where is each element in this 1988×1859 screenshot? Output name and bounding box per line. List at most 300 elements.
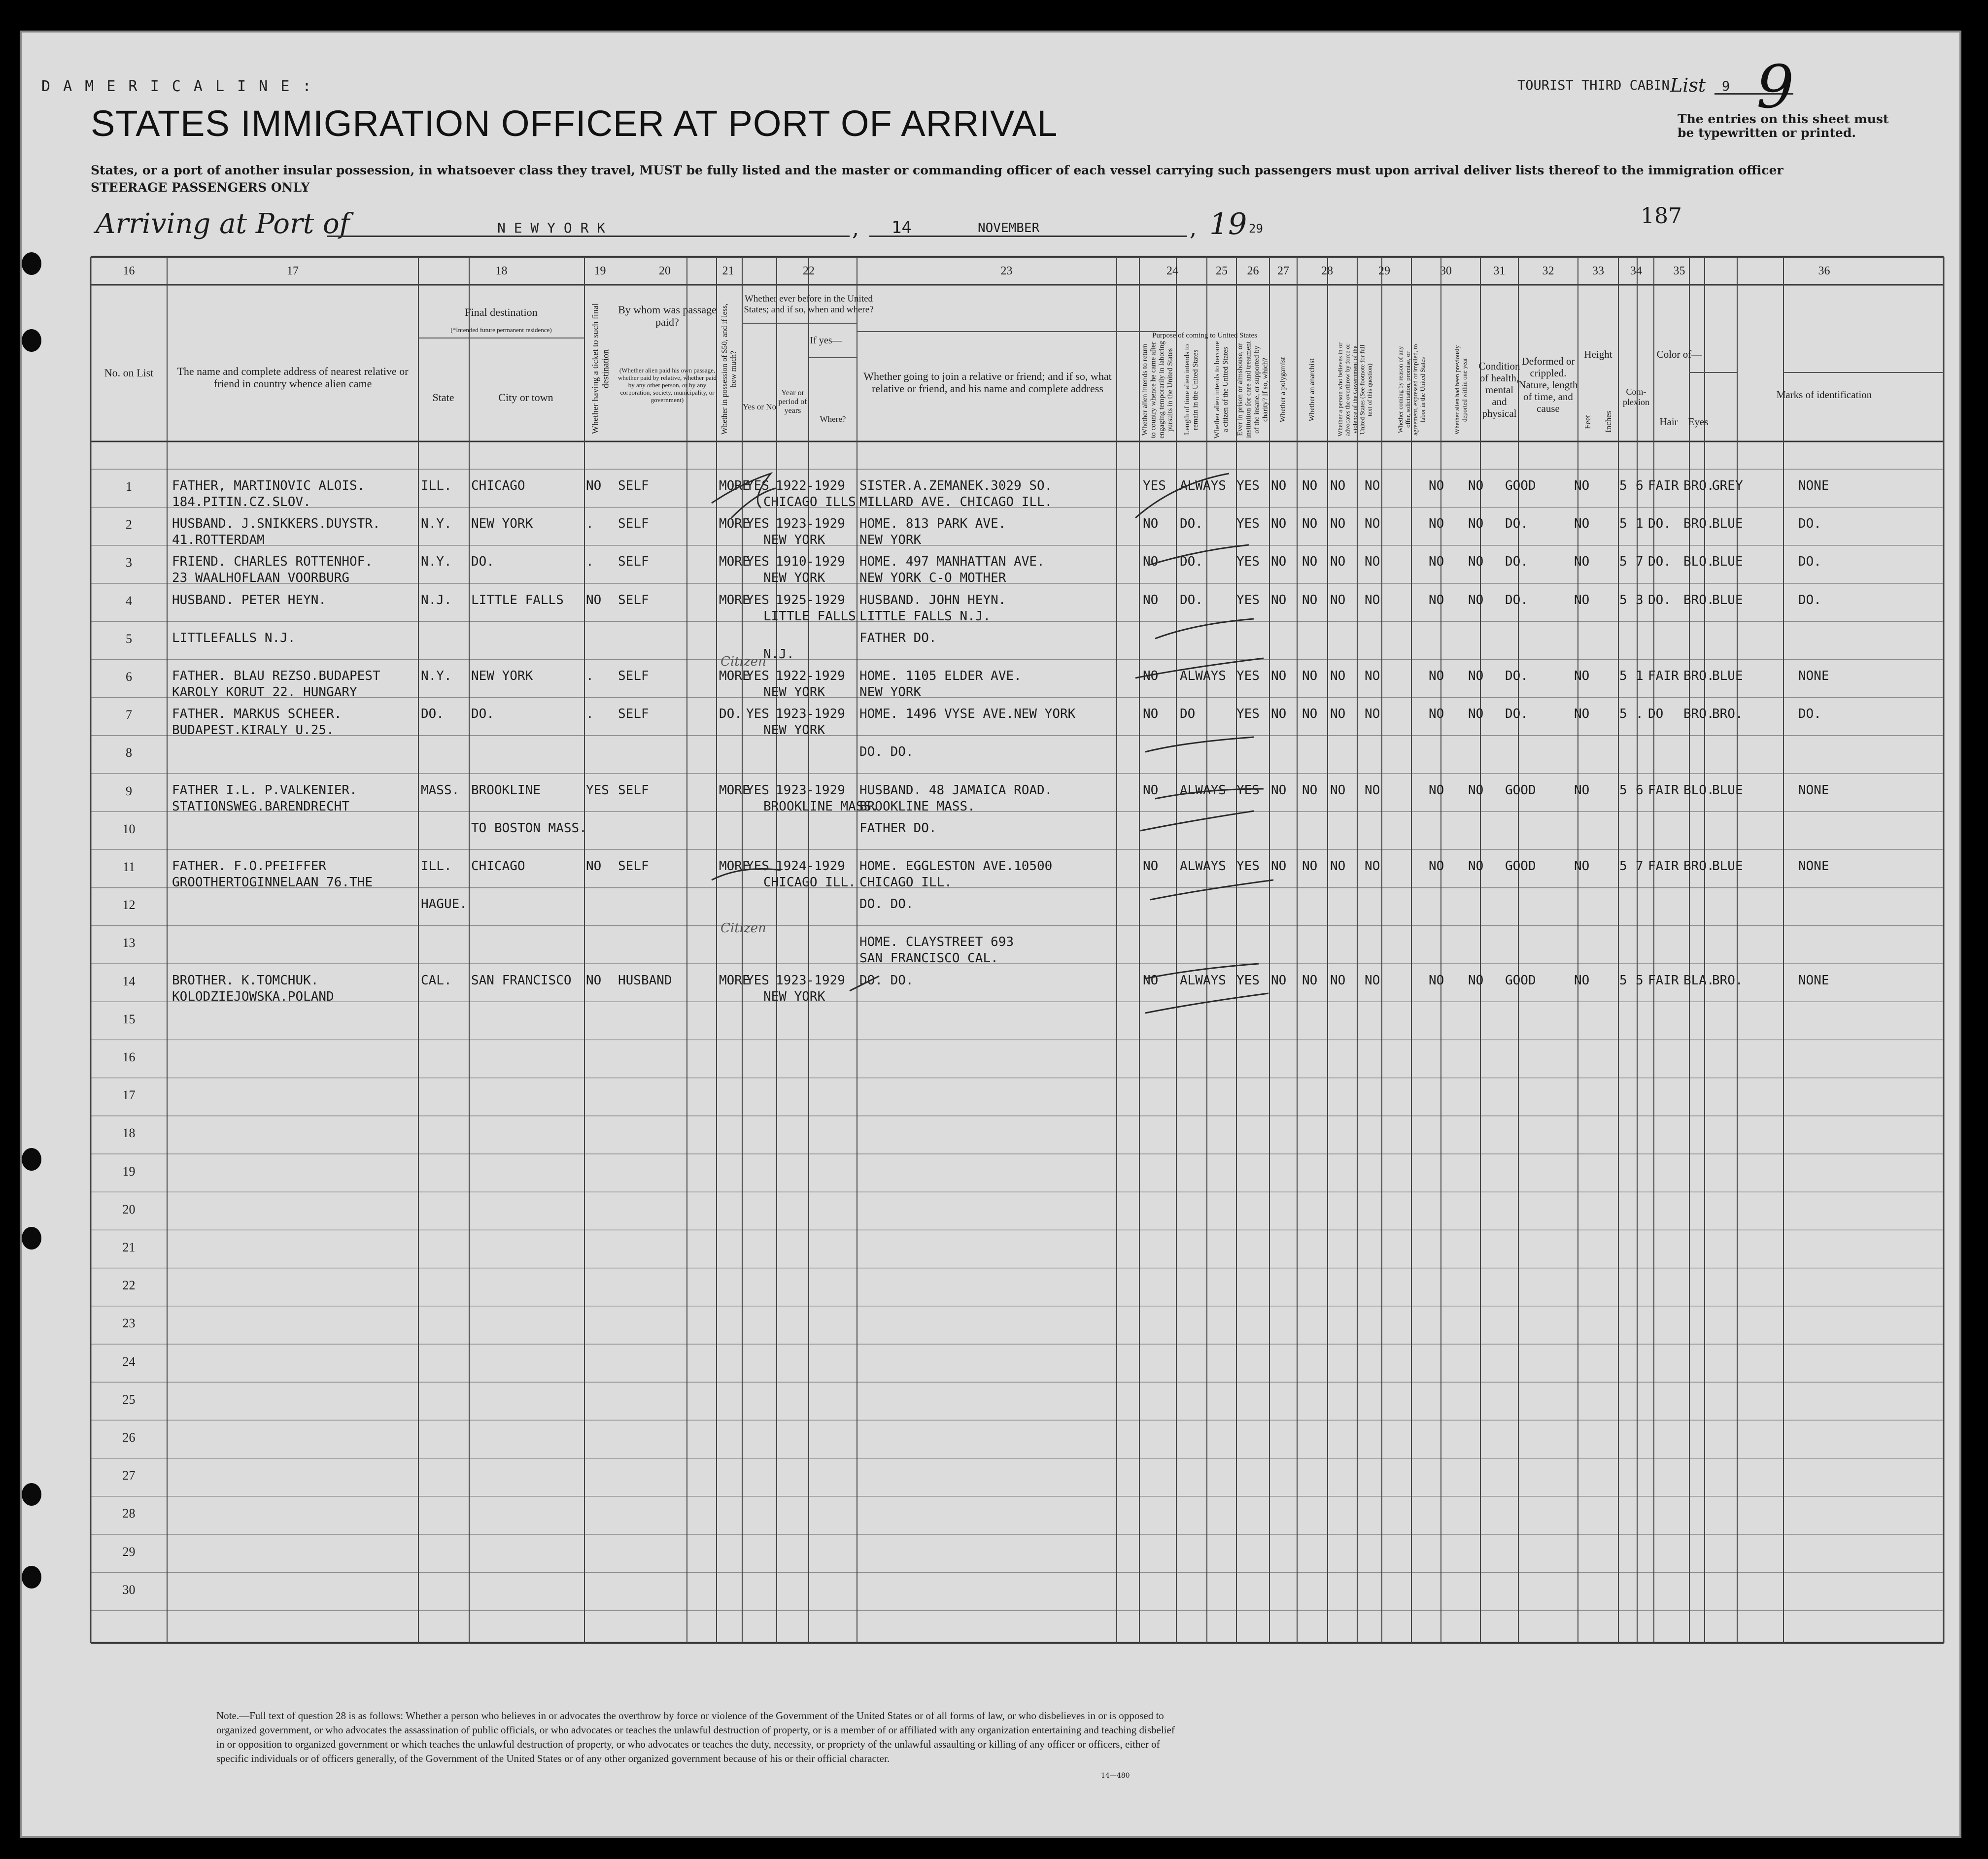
cell-length: ALWAYS [1180, 859, 1226, 874]
cell-before: YES [746, 782, 769, 798]
cell-health: DO. [1505, 592, 1528, 608]
column-number: 36 [1818, 264, 1830, 277]
cell-passage: HUSBAND [618, 973, 672, 988]
header-question: Whether coming by reason of any offer, solicitation, promise, or agreement, expressed or implied, to labor in the United States [1397, 344, 1426, 436]
cell-inches: 7 [1636, 859, 1644, 874]
cell-years: 1922-1929 [776, 478, 845, 493]
header-ticket: Whether having a ticket to such final destination [590, 303, 611, 435]
cell-q28: NO [1365, 554, 1380, 570]
header-hair: Hair [1659, 416, 1678, 428]
form-number: 14—480 [1101, 1772, 1130, 1780]
cell-passage: SELF [618, 478, 649, 493]
column-number: 29 [1378, 264, 1390, 277]
cell-where: BROOKLINE MASS. [763, 799, 879, 814]
cell-join2: CHICAGO ILL. [859, 875, 952, 890]
cabin-class: TOURIST THIRD CABIN [1517, 78, 1670, 93]
cell-feet: 5 [1619, 592, 1627, 608]
cell-years: 1923-1929 [776, 516, 845, 532]
header-question: Whether an anarchist [1308, 358, 1316, 421]
header-city: City or town [498, 391, 553, 404]
cell-citizen: YES [1236, 669, 1260, 683]
cell-complexion: FAIR [1648, 859, 1679, 874]
cell-marks: DO. [1798, 592, 1821, 608]
cell-passage: SELF [618, 782, 649, 798]
cell-q30: NO [1468, 554, 1484, 570]
header-complexion: Com-plexion [1623, 387, 1649, 407]
row-number: 14 [122, 974, 136, 988]
cell-q29: NO [1429, 707, 1444, 722]
cell-join: HUSBAND. 48 JAMAICA ROAD. [859, 782, 1053, 798]
column-number: 19 [594, 264, 606, 277]
cell-inches: . [1636, 707, 1644, 722]
header-question: Ever in prison or almshouse, or institution for care and treatment of the insane, or supported by charity? If so, which? [1236, 341, 1269, 439]
cell-state: CAL. [421, 973, 452, 988]
cell-feet: 5 [1619, 669, 1627, 683]
cell-city: DO. [471, 554, 494, 570]
cell-money: MORE [719, 782, 750, 798]
header-question: Whether a polygamist [1279, 357, 1287, 423]
cell-money: MORE [719, 478, 750, 493]
cell-prison: NO [1271, 973, 1287, 988]
cell-city: BROOKLINE [471, 782, 541, 798]
column-number: 26 [1247, 264, 1259, 277]
cell-anarch: NO [1330, 669, 1346, 683]
cell-before: YES [746, 516, 769, 532]
cell-before: YES [746, 478, 769, 493]
cell-join: HOME. 1496 VYSE AVE.NEW YORK [859, 707, 1076, 722]
cell-years: 1925-1929 [776, 592, 845, 608]
cell-polyg: NO [1302, 554, 1318, 570]
cell-passage: SELF [618, 516, 649, 532]
cell-city: CHICAGO [471, 859, 525, 874]
cell-join: SISTER.A.ZEMANEK.3029 SO. [859, 478, 1053, 493]
header-state: State [432, 391, 454, 404]
binder-hole [22, 1483, 41, 1506]
sheet-number: 187 [1641, 203, 1682, 229]
cell-prison: NO [1271, 516, 1287, 532]
cell-rel2: 41.ROTTERDAM [172, 533, 265, 548]
column-number: 34 [1630, 264, 1642, 277]
cell-polyg: NO [1302, 592, 1318, 608]
header-eyes: Eyes [1688, 416, 1709, 428]
citizen-annotation: Citizen [720, 921, 766, 936]
cell-join: HOME. 1105 ELDER AVE. [859, 669, 1022, 683]
cell-where: N.J. [763, 646, 794, 662]
cell-rel: FATHER. F.O.PFEIFFER [172, 859, 327, 874]
cell-passage: SELF [618, 592, 649, 608]
cell-rel2: 184.PITIN.CZ.SLOV. [172, 495, 311, 509]
column-number: 28 [1321, 264, 1333, 277]
cell-money: DO. [719, 707, 742, 722]
cell-length: DO. [1180, 592, 1203, 608]
cell-eyes: BRO. [1712, 973, 1743, 988]
cell-eyes: BRO. [1712, 707, 1743, 722]
cell-return: NO [1143, 669, 1159, 683]
cell-prison: NO [1271, 554, 1287, 570]
cell-ticket: NO [586, 859, 602, 874]
cell-return: NO [1143, 554, 1159, 570]
cell-prison: NO [1271, 782, 1287, 798]
year-prefix: 19 [1209, 207, 1247, 241]
cell-money: MORE [719, 973, 750, 988]
cell-deformed: NO [1574, 516, 1590, 532]
cell-anarch: NO [1330, 516, 1346, 532]
cell-q29: NO [1429, 859, 1444, 874]
cell-ticket: . [586, 669, 594, 683]
cell-state: ILL. [421, 478, 452, 493]
cell-citizen: YES [1236, 782, 1260, 798]
cell-polyg: NO [1302, 707, 1318, 722]
cell-complexion: FAIR [1648, 782, 1679, 798]
header-passage-note: (Whether alien paid his own passage, whether paid by relative, whether paid by any other person, or by any corporation, society, municipality, or government) [618, 366, 717, 404]
cell-eyes: BLUE [1712, 592, 1743, 608]
cell-length: ALWAYS [1180, 782, 1226, 798]
cell-before: YES [746, 669, 769, 683]
row-number: 4 [126, 593, 132, 608]
cell-hair: BLO. [1683, 554, 1714, 570]
cell-inches: 3 [1636, 592, 1644, 608]
column-number: 33 [1592, 264, 1604, 277]
header-yes-no: Yes or No [742, 402, 777, 411]
cell-eyes: GREY [1712, 478, 1743, 493]
cell-q30: NO [1468, 516, 1484, 532]
row-number: 18 [122, 1126, 136, 1141]
cell-prison: NO [1271, 707, 1287, 722]
cell-join: DO. DO. [859, 973, 914, 988]
cell-rel2: 23 WAALHOFLAAN VOORBURG [172, 571, 350, 586]
cell-q29: NO [1429, 782, 1444, 798]
cell-q30: NO [1468, 859, 1484, 874]
cell-anarch: NO [1330, 478, 1346, 493]
cell-state: N.Y. [421, 669, 452, 683]
cell-eyes: BLUE [1712, 782, 1743, 798]
header-no-on-list: No. on List [104, 366, 154, 379]
cell-eyes: BLUE [1712, 859, 1743, 874]
cell-join: FATHER DO. [859, 630, 937, 645]
cell-polyg: NO [1302, 669, 1318, 683]
cell-marks: NONE [1798, 782, 1829, 798]
cell-q28: NO [1365, 669, 1380, 683]
cell-health: GOOD [1505, 478, 1536, 493]
cell-money: MORE [719, 516, 750, 532]
comma: , [852, 216, 859, 241]
cell-anarch: NO [1330, 973, 1346, 988]
row-number: 5 [126, 631, 132, 646]
binder-hole [22, 1227, 41, 1250]
cell-before: YES [746, 592, 769, 608]
cell-join: HUSBAND. JOHN HEYN. [859, 592, 1006, 608]
header-purpose: Purpose of coming to United States [1152, 331, 1257, 339]
cell-polyg: NO [1302, 516, 1318, 532]
cell-anarch: NO [1330, 859, 1346, 874]
cell-money: MORE [719, 669, 750, 683]
cell-city: DO. [471, 707, 494, 722]
cell-q29: NO [1429, 592, 1444, 608]
column-number: 32 [1542, 264, 1554, 277]
cell-q30: NO [1468, 973, 1484, 988]
cell-deformed: NO [1574, 592, 1590, 608]
row-number: 11 [122, 860, 136, 874]
cell-money: MORE [719, 859, 750, 874]
row-number: 7 [126, 708, 132, 722]
cell-join2: SAN FRANCISCO CAL. [859, 951, 998, 966]
cell-health: DO. [1505, 554, 1528, 570]
cell-deformed: NO [1574, 554, 1590, 570]
cell-length: DO. [1180, 516, 1203, 532]
header-passage: By whom was passage paid? [618, 304, 717, 328]
cell-hair: BRO. [1683, 478, 1714, 493]
cell-where: LITTLE FALLS [763, 608, 856, 624]
row-number: 9 [126, 783, 132, 798]
cell-years: 1910-1929 [776, 554, 845, 570]
cell-citizen: YES [1236, 973, 1260, 988]
cell-ticket: . [586, 554, 594, 570]
cell-state: ILL. [421, 859, 452, 874]
cell-q29: NO [1429, 669, 1444, 683]
binder-hole [22, 1566, 41, 1589]
cell-join2: NEW YORK [859, 533, 922, 548]
cell-where: NEW YORK [763, 723, 825, 738]
cell-passage: SELF [618, 859, 649, 874]
header-question: Whether alien intends to return to country whence he came after engaging temporarily in laboring pursuits in the United States [1141, 341, 1174, 439]
cell-rel2: BUDAPEST.KIRALY U.25. [172, 723, 334, 738]
cell-marks: NONE [1798, 859, 1829, 874]
header-inches: Inches [1604, 410, 1613, 433]
cell-length: DO [1180, 707, 1196, 722]
cell-before: YES [746, 973, 769, 988]
header-money: Whether in possession of $50, and if less, how much? [720, 303, 738, 435]
list-number-handwritten: 9 [1756, 53, 1794, 122]
row-number: 30 [122, 1582, 136, 1597]
cell-prison: NO [1271, 478, 1287, 493]
column-number: 25 [1216, 264, 1228, 277]
cell-health: GOOD [1505, 782, 1536, 798]
header-feet: Feet [1583, 414, 1592, 429]
cell-passage: SELF [618, 707, 649, 722]
cell-citizen: YES [1236, 707, 1260, 722]
header-before: Whether ever before in the United States; and if so, when and where? [744, 294, 874, 315]
cell-join: FATHER DO. [859, 820, 937, 836]
cell-state: N.Y. [421, 516, 452, 532]
cell-q30: NO [1468, 707, 1484, 722]
row-number: 15 [122, 1012, 136, 1026]
header-marks: Marks of identification [1776, 389, 1872, 401]
cell-feet: 5 [1619, 973, 1627, 988]
cell-marks: DO. [1798, 516, 1821, 532]
cell-state: HAGUE. [421, 897, 467, 912]
row-number: 29 [122, 1544, 136, 1559]
steerage-note: STEERAGE PASSENGERS ONLY [91, 180, 310, 195]
cell-anarch: NO [1330, 554, 1346, 570]
cell-where: NEW YORK [763, 533, 825, 548]
cell-ticket: NO [586, 973, 602, 988]
row-number: 6 [126, 670, 132, 684]
citizen-annotation: Citizen [720, 654, 766, 669]
cell-q28: NO [1365, 859, 1380, 874]
cell-q30: NO [1468, 592, 1484, 608]
cell-city: TO BOSTON MASS. [471, 820, 587, 836]
binder-hole [22, 252, 41, 275]
cell-citizen: YES [1236, 859, 1260, 874]
cell-citizen: YES [1236, 516, 1260, 532]
cell-join2: LITTLE FALLS N.J. [859, 608, 991, 624]
cell-passage: SELF [618, 554, 649, 570]
cell-rel2: GROOTHERTOGINNELAAN 76.THE [172, 875, 373, 890]
cell-q28: NO [1365, 973, 1380, 988]
cell-hair: BLO. [1683, 782, 1714, 798]
row-number: 24 [122, 1354, 136, 1369]
cell-anarch: NO [1330, 592, 1346, 608]
cell-polyg: NO [1302, 478, 1318, 493]
row-number: 2 [126, 517, 132, 532]
cell-q30: NO [1468, 478, 1484, 493]
cell-marks: NONE [1798, 669, 1829, 683]
cell-city: NEW YORK [471, 669, 533, 683]
cell-hair: BRO. [1683, 592, 1714, 608]
cell-passage: SELF [618, 669, 649, 683]
cell-deformed: NO [1574, 973, 1590, 988]
cell-health: DO. [1505, 669, 1528, 683]
header-deformed: Deformed or crippled. Nature, length of time, and cause [1518, 355, 1578, 414]
header-question: Length of time alien intends to remain in the United States [1183, 344, 1200, 436]
cell-complexion: DO. [1648, 516, 1671, 532]
cell-years: 1923-1929 [776, 973, 845, 988]
cell-rel2: KAROLY KORUT 22. HUNGARY [172, 685, 357, 700]
cell-citizen: YES [1236, 478, 1260, 493]
arriving-label: Arriving at Port of [96, 208, 350, 240]
row-number: 23 [122, 1316, 136, 1331]
cell-join2: MILLARD AVE. CHICAGO ILL. [859, 495, 1053, 509]
cell-inches: 6 [1636, 478, 1644, 493]
cell-state: N.J. [421, 592, 452, 608]
cell-health: DO. [1505, 707, 1528, 722]
list-number-typed: 9 [1722, 79, 1730, 94]
cell-marks: DO. [1798, 554, 1821, 570]
year-suffix: 29 [1249, 222, 1263, 236]
cell-q29: NO [1429, 516, 1444, 532]
cell-inches: 1 [1636, 516, 1644, 532]
cell-eyes: BLUE [1712, 554, 1743, 570]
cell-years: 1924-1929 [776, 859, 845, 874]
cell-q28: NO [1365, 478, 1380, 493]
cell-complexion: DO [1648, 707, 1664, 722]
cell-marks: DO. [1798, 707, 1821, 722]
cell-before: YES [746, 859, 769, 874]
cell-citizen: YES [1236, 592, 1260, 608]
cell-where: NEW YORK [763, 989, 825, 1004]
cell-rel2: STATIONSWEG.BARENDRECHT [172, 799, 350, 814]
header-question: Whether alien had been previously deported within one year [1453, 345, 1468, 435]
cell-where: NEW YORK [763, 571, 825, 586]
row-number: 19 [122, 1164, 136, 1179]
cell-join2: NEW YORK [859, 685, 922, 700]
arrival-month: NOVEMBER [978, 221, 1040, 236]
column-number: 35 [1673, 264, 1685, 277]
cell-city: CHICAGO [471, 478, 525, 493]
cell-years: 1923-1929 [776, 782, 845, 798]
header-final-destination-note: (*Intended future permanent residence) [450, 326, 552, 334]
cell-deformed: NO [1574, 859, 1590, 874]
cell-join: HOME. 813 PARK AVE. [859, 516, 1006, 532]
list-label: List [1670, 74, 1706, 96]
cell-rel: FATHER, MARTINOVIC ALOIS. [172, 478, 365, 493]
cell-state: DO. [421, 707, 444, 722]
cell-join: DO. DO. [859, 897, 914, 912]
row-number: 27 [122, 1468, 136, 1483]
cell-before: YES [746, 707, 769, 722]
cell-inches: 7 [1636, 554, 1644, 570]
cell-inches: 1 [1636, 669, 1644, 683]
row-number: 28 [122, 1506, 136, 1521]
cell-anarch: NO [1330, 782, 1346, 798]
cell-state: MASS. [421, 782, 460, 798]
column-number: 31 [1493, 264, 1506, 277]
cell-q28: NO [1365, 516, 1380, 532]
row-number: 17 [122, 1088, 136, 1103]
cell-join2: BROOKLINE MASS. [859, 799, 975, 814]
cell-feet: 5 [1619, 478, 1627, 493]
cell-join: DO. DO. [859, 744, 914, 760]
cell-q29: NO [1429, 478, 1444, 493]
cell-citizen: YES [1236, 554, 1260, 570]
header-color-of: Color of— [1656, 348, 1702, 360]
cell-ticket: NO [586, 478, 602, 493]
row-number: 20 [122, 1202, 136, 1217]
cell-inches: 5 [1636, 973, 1644, 988]
cell-feet: 5 [1619, 782, 1627, 798]
column-number: 24 [1166, 264, 1178, 277]
row-number: 8 [126, 745, 132, 760]
cell-polyg: NO [1302, 973, 1318, 988]
header-if-yes: If yes— [810, 335, 842, 346]
cell-before: YES [746, 554, 769, 570]
row-number: 1 [126, 479, 132, 494]
cell-where: NEW YORK [763, 685, 825, 700]
column-number: 27 [1277, 264, 1289, 277]
cell-complexion: FAIR [1648, 973, 1679, 988]
cell-join: HOME. CLAYSTREET 693 [859, 935, 1014, 950]
header-height: Height [1584, 348, 1612, 360]
cell-money: MORE [719, 592, 750, 608]
cell-rel: HUSBAND. PETER HEYN. [172, 592, 327, 608]
cell-join: HOME. EGGLESTON AVE.10500 [859, 859, 1053, 874]
binder-hole [22, 329, 41, 352]
cell-health: GOOD [1505, 859, 1536, 874]
cell-complexion: FAIR [1648, 669, 1679, 683]
cell-hair: BRO. [1683, 707, 1714, 722]
header-where: Where? [820, 414, 846, 424]
cell-years: 1923-1929 [776, 707, 845, 722]
row-number: 3 [126, 555, 132, 570]
subtitle: States, or a port of another insular possession, in whatsoever class they travel, MUST be fully listed and the master or commanding officer of each vessel carrying such passengers must upon arrival deliver lists thereof to the immigration officer [91, 163, 1783, 177]
cell-health: GOOD [1505, 973, 1536, 988]
footnote: Note.—Full text of question 28 is as follows: Whether a person who believes in or advocates the overthrow by force or violence of the Government of the United States or of all forms of law, or who disbelieves in or is opposed to organized government, or who advocates the assassination of public officials, or who advocates or teaches the unlawful destruction of property, or is a member of or affiliated with any organization entertaining and teaching disbelief in or opposition to organized government or which teaches the unlawful destruction of property, or who advocates or teaches the duty, necessity, or propriety of the unlawful assaulting or killing of any officer or officers, either of specific individuals or of officers generally, of the Government of the United States or of any other organized government because of his or their official character. [216, 1710, 1175, 1764]
column-number: 30 [1440, 264, 1452, 277]
cell-inches: 6 [1636, 782, 1644, 798]
cell-return: NO [1143, 592, 1159, 608]
cell-ticket: YES [586, 782, 609, 798]
column-number: 20 [659, 264, 671, 277]
cell-return: NO [1143, 859, 1159, 874]
cell-rel: BROTHER. K.TOMCHUK. [172, 973, 319, 988]
cell-feet: 5 [1619, 516, 1627, 532]
cell-length: ALWAYS [1180, 669, 1226, 683]
binder-hole [22, 1148, 41, 1171]
cell-q30: NO [1468, 782, 1484, 798]
cell-years: 1922-1929 [776, 669, 845, 683]
column-number: 16 [123, 264, 135, 277]
column-number: 22 [803, 264, 815, 277]
